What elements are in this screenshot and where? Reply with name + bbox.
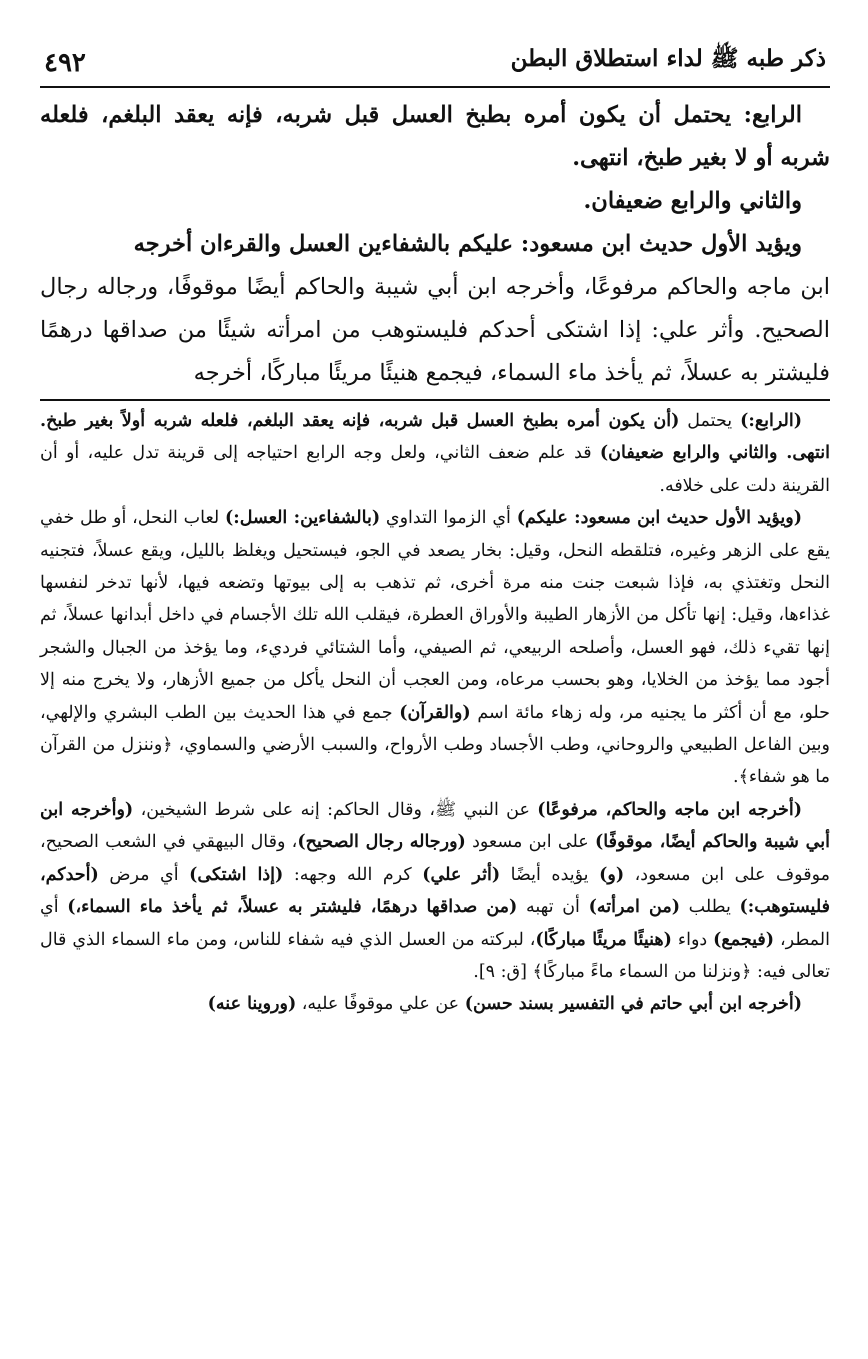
commentary-text — [40, 405, 830, 1021]
main-paragraph-3: ويؤيد الأول حديث ابن مسعود: عليكم بالشفاءين العسل والقرءان أخرجه — [133, 231, 802, 257]
commentary-paragraph-4: (أخرجه ابن أبي حاتم في التفسير بسند حسن) عن علي موقوفًا عليه، (وروينا عنه) — [207, 994, 802, 1015]
main-paragraph-2: والثاني والرابع ضعيفان. — [583, 188, 802, 214]
main-paragraph-1: الرابع: يحتمل أن يكون أمره بطبخ العسل قبل شربه، فإنه يعقد البلغم، فلعله شربه أو لا بغير طبخ، انتهى. — [40, 102, 830, 171]
commentary-paragraph-3: (أخرجه ابن ماجه والحاكم، مرفوعًا) عن النبي ﷺ، وقال الحاكم: إنه على شرط الشيخين، (وأخرجه ابن أبي شيبة والحاكم أيضًا، موقوفًا) على ابن مسعود (ورجاله رجال الصحيح)، وقال البيهقي في الشعب الصحيح، موقوف على ابن مسعود، (و) يؤيده أيضًا (أثر علي) كرم الله وجهه: (إذا اشتكى) أي مرض (أحدكم، فليستوهب:) يطلب (من امرأته) أن تهبه (من صداقها درهمًا، فليشتر به عسلاً، ثم يأخذ ماء السماء،) أي المطر، (فيجمع) دواء (هنيئًا مريئًا مباركًا)، لبركته من العسل الذي فيه شفاء للناس، ومن ماء السماء الذي قال تعالى فيه: ﴿ونزلنا من السماء ماءً مباركًا﴾ [ق: ٩]. — [40, 799, 830, 982]
page-number: ٤٩٢ — [44, 48, 86, 78]
main-text — [40, 88, 830, 395]
main-paragraph-4: ابن ماجه والحاكم مرفوعًا، وأخرجه ابن أبي شيبة والحاكم أيضًا موقوفًا، ورجاله رجال الصحيح. وأثر علي: إذا اشتكى أحدكم فليستوهب من امرأته شيئًا من صداقها درهمًا فليشتر به عسلاً، ثم يأخذ ماء السماء، فيجمع هنيئًا مريئًا مباركًا، أخرجه — [40, 274, 830, 386]
commentary-paragraph-2: (ويؤيد الأول حديث ابن مسعود: عليكم) أي الزموا التداوي (بالشفاءين: العسل:) لعاب النحل، أو طل خفي يقع على الزهر وغيره، فتلقطه النحل، وقيل: بخار يصعد في الجو، فيستحيل ويغلظ بالليل، ويقع عسلاً، فتجنيه النحل وتغتذي به، فإذا شبعت جنت منه مرة أخرى، ثم تذهب به إلى بيوتها وتضعه فيها، لأنها تدخر لنفسها غذاءها، وقيل: إنها تأكل من الأزهار الطيبة والأوراق العطرة، فيقلب الله تلك الأجسام في داخل أبدانها عسلاً، ثم إنها تقيء ذلك، فهو العسل، وأصلحه الربيعي، ثم الصيفي، وأما الشتائي فرديء، وما يؤخذ من الجبال والشجر أجود مما يؤخذ من الخلايا، وهو بحسب مرعاه، ومن العجب أن النحل يأكل من جميع الأزهار، ولا يخرج منه إلا حلو، مع أن أكثر ما يجنيه مر، وله زهاء مائة اسم (والقرآن) جمع في هذا الحديث بين الطب البشري والإلهي، وبين الفاعل الطبيعي والروحاني، وطب الأجساد وطب الأرواح، والسبب الأرضي والسماوي، ﴿وننزل من القرآن ما هو شفاء﴾. — [40, 508, 830, 788]
header-title: ذكر طبه ﷺ لداء استطلاق البطن — [510, 45, 826, 72]
commentary-divider — [40, 399, 830, 401]
commentary-paragraph-1: (الرابع:) يحتمل (أن يكون أمره بطبخ العسل قبل شربه، فإنه يعقد البلغم، فلعله شربه أولاً بغير طبخ. انتهى. والثاني والرابع ضعيفان) قد علم ضعف الثاني، ولعل وجه الرابع احتياجه إلى قرينة تدل عليه، أو أن القرينة دلت على خلافه. — [40, 411, 830, 496]
running-header — [40, 44, 830, 88]
